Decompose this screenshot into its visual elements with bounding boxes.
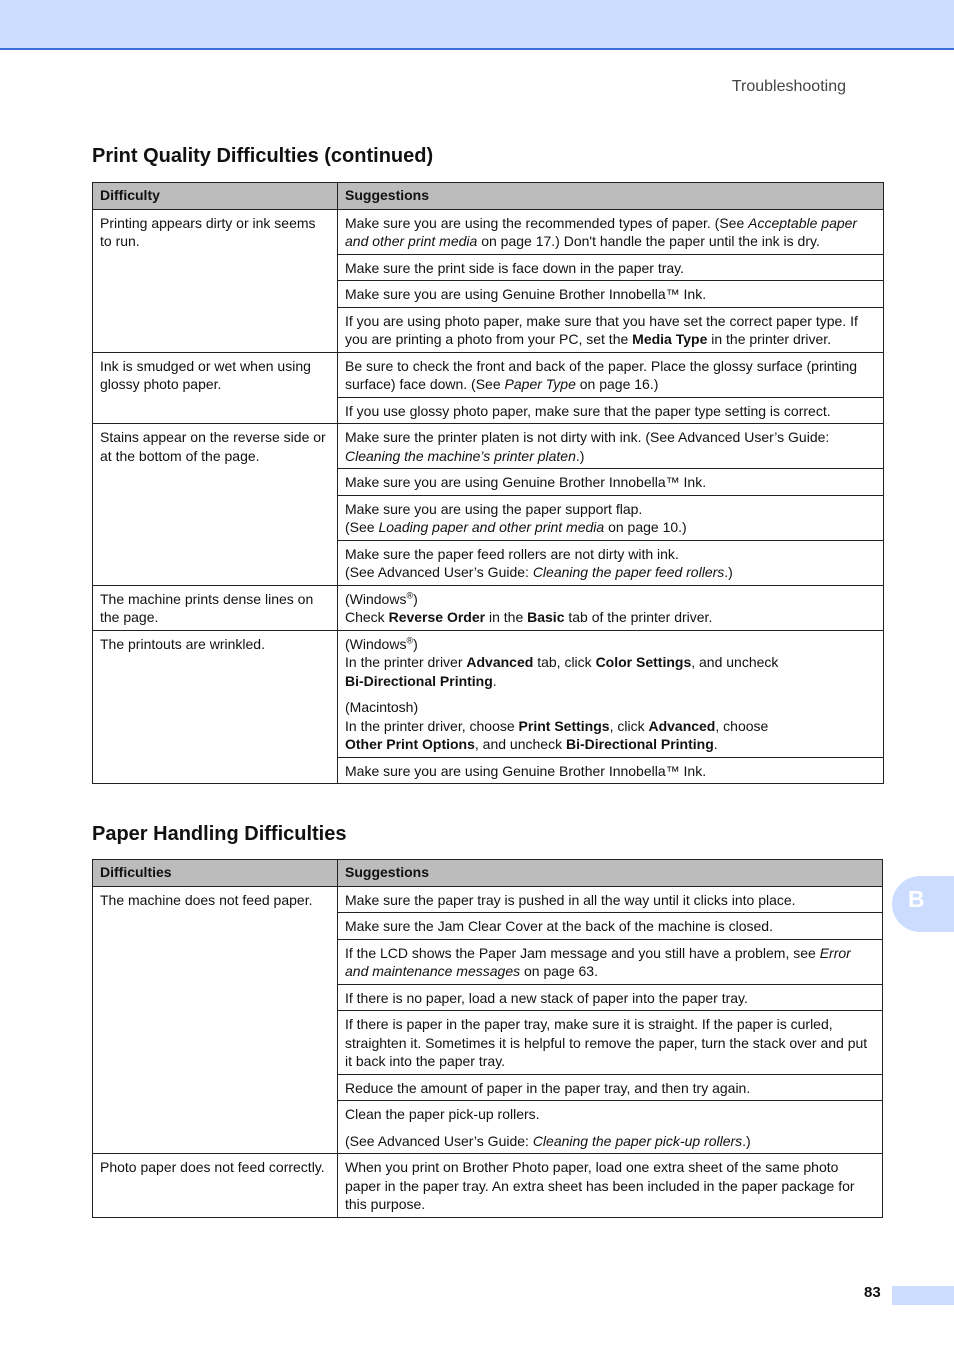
table-row [93,352,884,397]
table-row [93,209,884,254]
section-title-print-quality: Print Quality Difficulties (continued) [92,145,434,167]
suggestion-cell [338,469,884,496]
section-title-paper-handling: Paper Handling Difficulties [92,823,347,845]
table-row [93,886,883,913]
text-run: In the printer driver [345,654,467,670]
text-run: on page 63. [520,963,598,979]
text-run: ) [413,590,418,607]
bold-term: Basic [527,609,565,625]
text-run: (See Advanced User’s Guide: [345,1132,533,1149]
suggestion-cell [338,1101,883,1154]
bold-term: Advanced [648,717,716,734]
text-run: , click [609,717,649,734]
text-run: Make sure the printer platen is not dirty with ink. (See Advanced User’s Guide: [345,429,830,445]
column-header-suggestions: Suggestions [338,860,883,887]
text-run: Make sure the print side is face down in the paper tray. [345,259,685,276]
running-head: Troubleshooting [731,78,846,95]
bold-term: Media Type [632,331,708,347]
registered-mark: ® [406,634,414,645]
suggestion-cell [338,281,884,308]
text-run: Make sure you are using the paper support flap. [345,500,643,517]
difficulty-cell: Photo paper does not feed correctly. [93,1154,338,1218]
suggestion-cell [338,585,884,630]
page-number: 83 [864,1284,881,1301]
text-run: .) [724,564,733,580]
paper-handling-table [92,859,883,1218]
text-run: . [492,672,497,689]
bold-term: Advanced [466,654,534,670]
text-run: (Windows [345,635,407,652]
bold-term: Reverse Order [388,609,486,625]
text-run: (Windows [345,590,407,607]
text-run: If there is paper in the paper tray, make sure it is straight. If the paper is curled, straighten it. Sometimes it is helpful to remove the paper, turn the stack over and put it back into the paper tray. [345,1016,868,1069]
difficulty-cell: Ink is smudged or wet when using glossy photo paper. [93,352,338,424]
text-run: .) [575,447,585,464]
table-header-row [93,860,883,887]
column-header-difficulties: Difficulties [93,860,338,887]
table-row [93,1154,883,1218]
suggestion-cell [338,1011,883,1075]
suggestion-cell [338,939,883,984]
suggestion-cell [338,254,884,281]
text-run: on page 10.) [604,519,687,535]
suggestion-cell [338,397,884,424]
text-run: Make sure the Jam Clear Cover at the back of the machine is closed. [345,918,773,934]
text-run: Make sure the paper feed rollers are not dirty with ink. [345,545,679,562]
reference-title: Acceptable paper and other print media [345,214,858,249]
text-run: Make sure you are using the recommended types of paper. (See [345,214,749,231]
text-run: If you are using photo paper, make sure that you have set the correct paper type. If you are printing a photo from your PC, set the [345,312,858,347]
text-run: .) [742,1132,751,1149]
table-row [93,630,884,757]
text-run: In the printer driver, choose [345,717,519,734]
suggestion-cell [338,757,884,784]
text-run: Clean the paper pick-up rollers. [345,1106,540,1122]
text-run: Make sure the paper tray is pushed in all the way until it clicks into place. [345,891,796,908]
text-run: Be sure to check the front and back of the paper. Place the glossy surface (printing surface) face down. (See [345,357,858,392]
reference-title: Error and maintenance messages [345,944,851,979]
bold-term: Other Print Options [345,736,475,752]
suggestion-cell [338,1074,883,1101]
reference-title: Loading paper and other print media [378,519,605,535]
suggestion-cell [338,424,884,469]
column-header-suggestions: Suggestions [338,183,884,210]
text-run: Make sure you are using Genuine Brother Innobella™ Ink. [345,286,707,302]
suggestion-cell [338,886,883,913]
text-run: If the LCD shows the Paper Jam message and you still have a problem, see [345,944,820,961]
text-run: (See [345,519,379,535]
text-run: Check [345,609,389,625]
text-run: tab, click [533,654,596,670]
suggestion-cell [338,352,884,397]
suggestion-cell [338,1154,883,1218]
suggestion-cell [338,984,883,1011]
text-run: in the [485,609,528,625]
registered-mark: ® [406,589,414,600]
suggestion-cell [338,630,884,757]
text-run: Reduce the amount of paper in the paper tray, and then try again. [345,1079,751,1096]
text-run: (See Advanced User’s Guide: [345,564,533,580]
reference-title: Cleaning the machine’s printer platen [345,447,576,464]
suggestion-cell [338,913,883,940]
text-run: ) [413,635,418,652]
table-header-row [93,183,884,210]
table-row [93,424,884,469]
column-header-difficulty: Difficulty [93,183,338,210]
bold-term: Color Settings [595,654,692,670]
bold-term: Print Settings [518,717,610,734]
suggestion-cell [338,540,884,585]
text-run: If there is no paper, load a new stack of paper into the paper tray. [345,989,748,1006]
text-run: If you use glossy photo paper, make sure that the paper type setting is correct. [345,402,831,419]
print-quality-table [92,182,884,784]
difficulty-cell: The machine prints dense lines on the page. [93,585,338,630]
text-run: Make sure you are using Genuine Brother Innobella™ Ink. [345,762,707,779]
text-run: . [713,736,718,752]
reference-title: Cleaning the paper pick-up rollers [532,1132,743,1149]
text-run: tab of the printer driver. [564,609,713,625]
suggestion-cell [338,495,884,540]
text-run: , choose [715,717,769,734]
difficulty-cell: Printing appears dirty or ink seems to run. [93,209,338,352]
appendix-letter: B [908,886,925,912]
difficulty-cell: Stains appear on the reverse side or at the bottom of the page. [93,424,338,586]
suggestion-cell [338,307,884,352]
text-run: When you print on Brother Photo paper, load one extra sheet of the same photo paper in the paper tray. An extra sheet has been included in the paper package for this purpose. [345,1159,855,1212]
table-row [93,585,884,630]
reference-title: Paper Type [504,376,576,392]
difficulty-cell: The machine does not feed paper. [93,886,338,1154]
bold-term: Bi-Directional Printing [345,672,493,689]
text-run: , and uncheck [691,654,779,670]
bold-term: Bi-Directional Printing [565,736,714,752]
text-run: on page 17.) Don't handle the paper until the ink is dry. [477,233,820,249]
text-run: , and uncheck [474,736,566,752]
suggestion-cell [338,209,884,254]
text-run: Make sure you are using Genuine Brother Innobella™ Ink. [345,474,707,490]
text-run: in the printer driver. [707,331,832,347]
page-number-bar [892,1286,954,1305]
text-run: on page 16.) [575,376,659,392]
header-band [0,0,954,50]
text-run: (Macintosh) [345,699,419,715]
reference-title: Cleaning the paper feed rollers [532,564,725,580]
difficulty-cell: The printouts are wrinkled. [93,630,338,784]
